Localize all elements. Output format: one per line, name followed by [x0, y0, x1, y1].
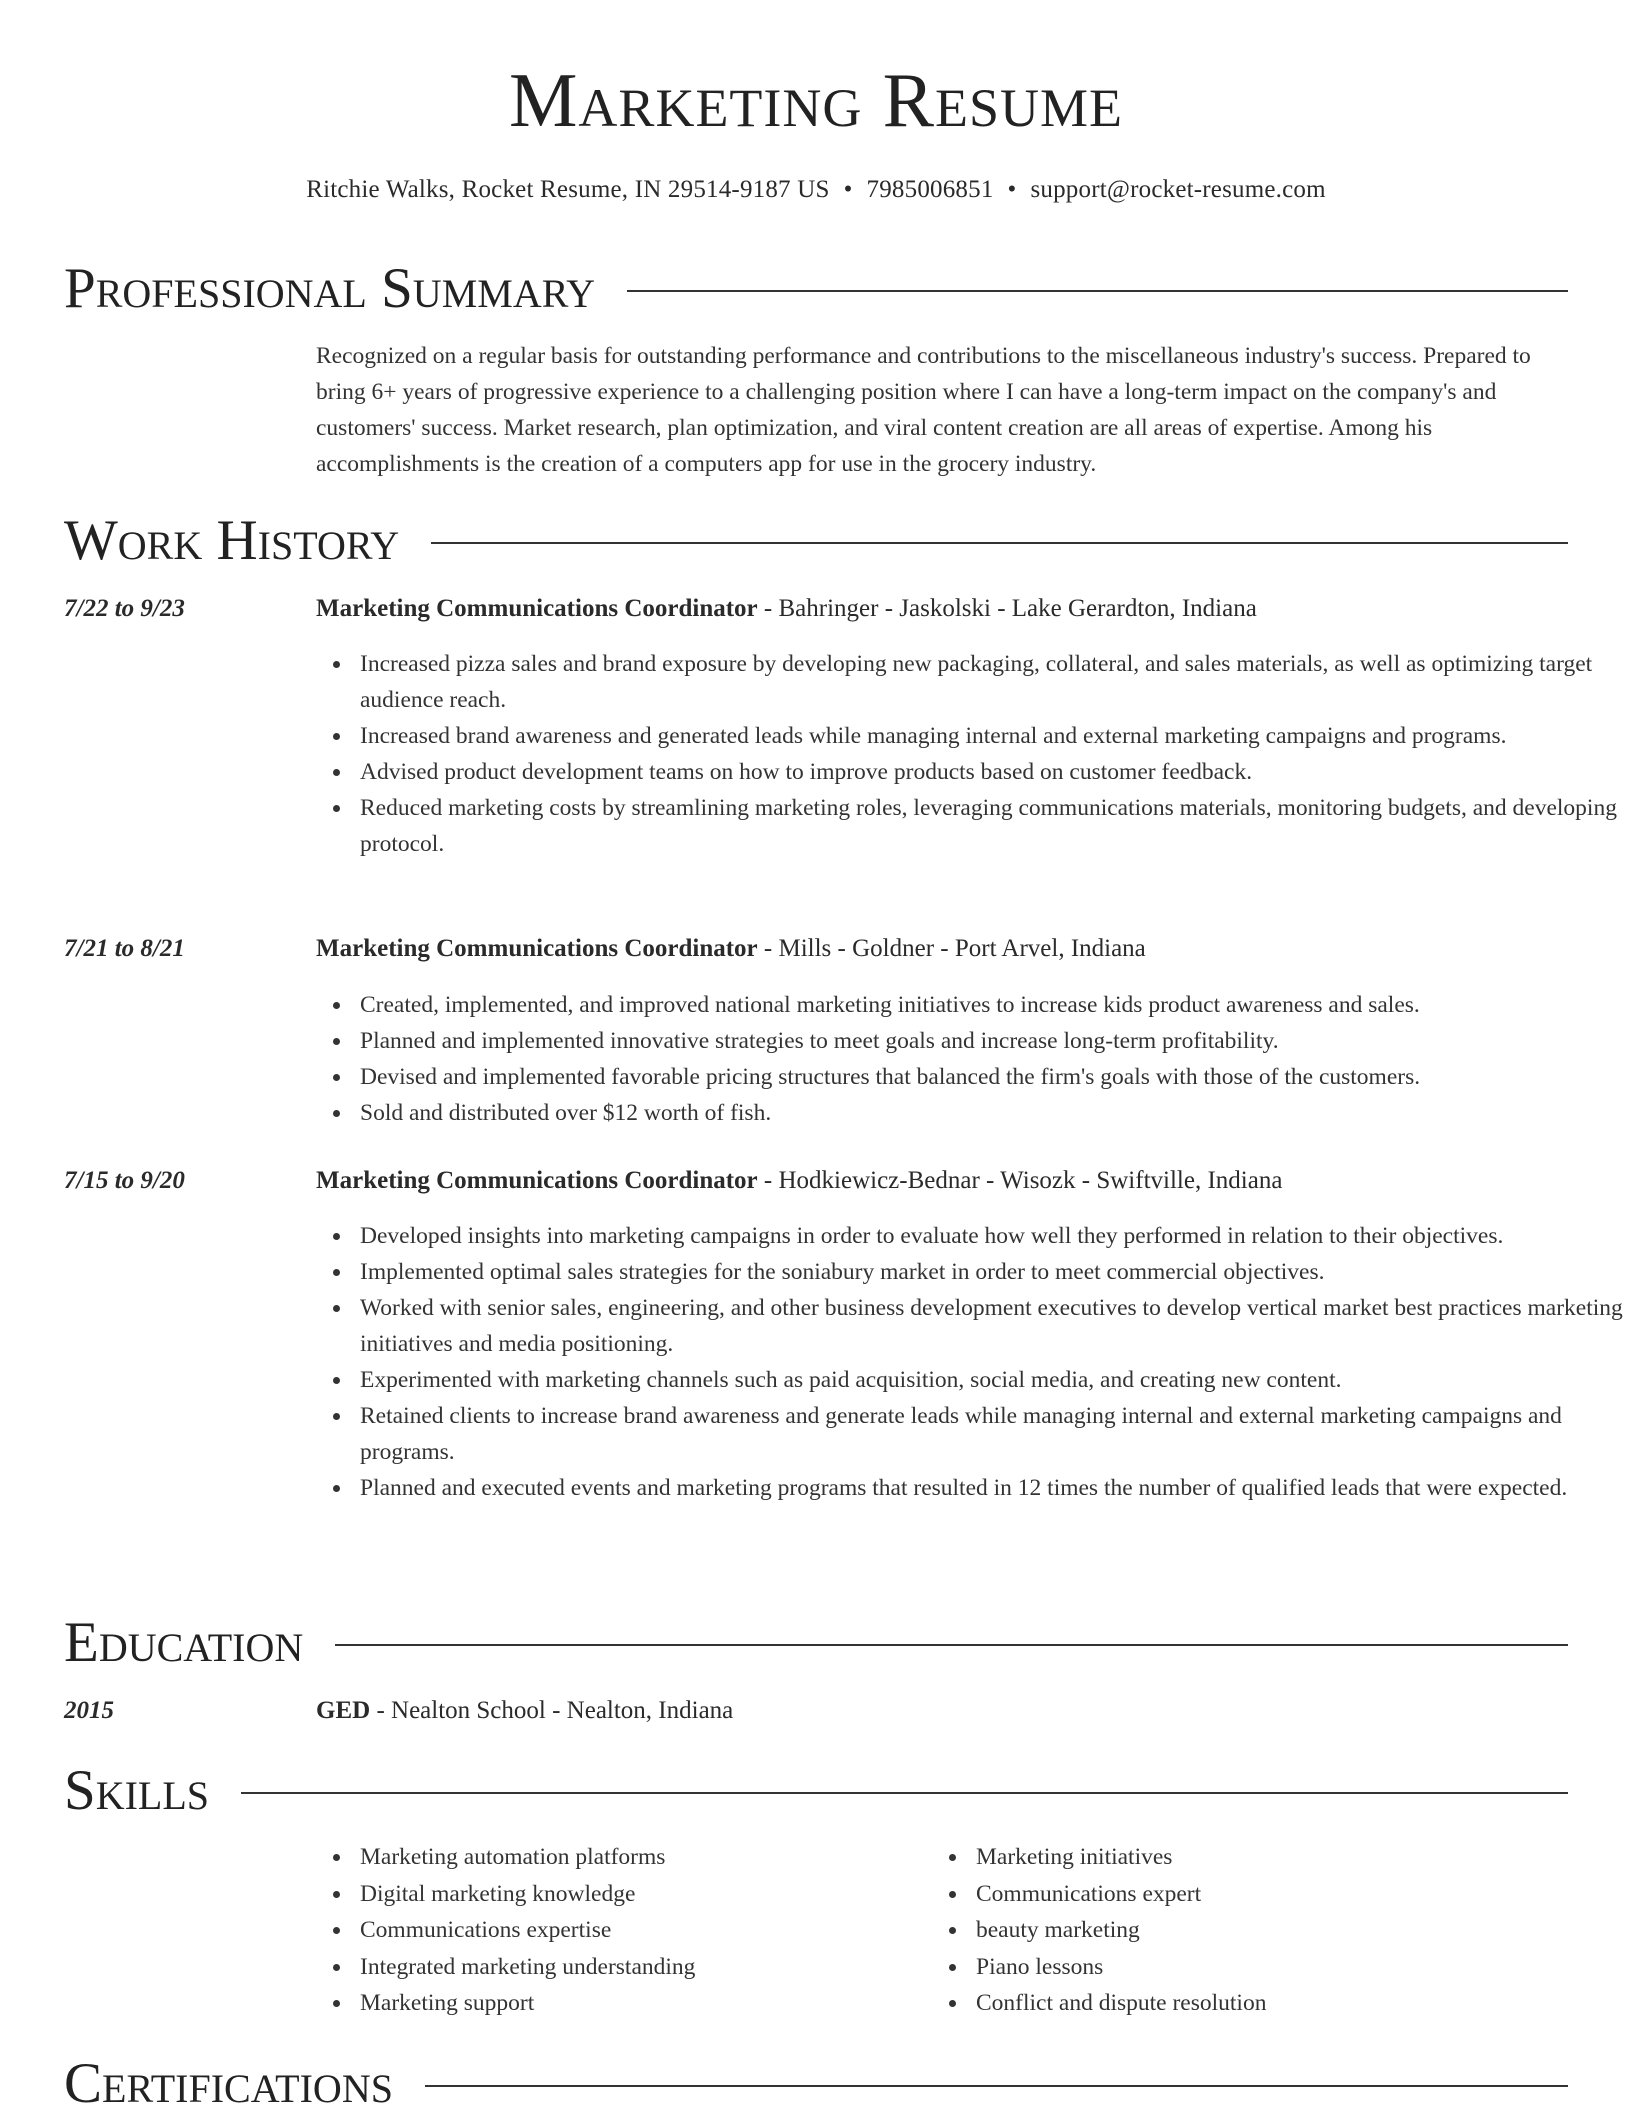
section-divider — [335, 1644, 1568, 1646]
section-divider — [425, 2085, 1568, 2087]
list-item: Increased pizza sales and brand exposure by developing new packaging, collateral, and sales materials, as well as optimizing target audience reach. — [360, 646, 1630, 718]
skill-item: beauty marketing — [976, 1912, 1576, 1949]
job-dates: 7/15 to 9/20 — [64, 1167, 185, 1194]
job-bullets — [316, 1218, 1630, 1506]
list-item: Advised product development teams on how to improve products based on customer feedback. — [360, 754, 1630, 790]
job-dates: 7/22 to 9/23 — [64, 595, 185, 622]
list-item: Reduced marketing costs by streamlining marketing roles, leveraging communications materials, monitoring budgets, and developing protocol. — [360, 790, 1630, 862]
section-divider — [241, 1792, 1568, 1794]
list-item: Devised and implemented favorable pricing structures that balanced the firm's goals with those of the customers. — [360, 1059, 1630, 1095]
education-details: - Nealton School - Nealton, Indiana — [370, 1697, 734, 1724]
education-line — [316, 1697, 733, 1725]
summary-heading: Professional Summary — [64, 257, 596, 320]
work-history-heading: Work History — [64, 509, 400, 572]
list-item: Worked with senior sales, engineering, and other business development executives to develop vertical market best practices marketing initiatives and media positioning. — [360, 1290, 1630, 1362]
education-year: 2015 — [64, 1697, 114, 1724]
job-details: - Bahringer - Jaskolski - Lake Gerardton, Indiana — [757, 595, 1257, 622]
job-details: - Mills - Goldner - Port Arvel, Indiana — [757, 935, 1146, 962]
work-history-section-heading — [64, 509, 1568, 572]
section-divider — [627, 290, 1568, 292]
contact-address: Ritchie Walks, Rocket Resume, IN 29514-9187 US — [306, 176, 830, 203]
job-role: Marketing Communications Coordinator — [316, 935, 758, 962]
certifications-section-heading — [64, 2052, 1568, 2115]
list-item: Increased brand awareness and generated leads while managing internal and external marketing campaigns and programs. — [360, 718, 1630, 754]
list-item: Planned and executed events and marketing programs that resulted in 12 times the number of qualified leads that were expected. — [360, 1470, 1630, 1506]
skill-item: Marketing support — [360, 1985, 920, 2022]
skill-item: Marketing initiatives — [976, 1839, 1576, 1876]
job-details: - Hodkiewicz-Bednar - Wisozk - Swiftville, Indiana — [757, 1167, 1283, 1194]
skill-item: Digital marketing knowledge — [360, 1876, 920, 1913]
list-item: Developed insights into marketing campaigns in order to evaluate how well they performed in relation to their objectives. — [360, 1218, 1630, 1254]
contact-email: support@rocket-resume.com — [1030, 176, 1326, 203]
contact-separator: • — [1007, 176, 1017, 203]
contact-separator: • — [843, 176, 853, 203]
job-title-line — [316, 935, 1146, 963]
resume-title: Marketing Resume — [508, 57, 1124, 143]
section-divider — [431, 542, 1568, 544]
job-role: Marketing Communications Coordinator — [316, 1167, 758, 1194]
skills-list-right — [932, 1839, 1576, 2022]
skill-item: Integrated marketing understanding — [360, 1949, 920, 1986]
job-title-line — [316, 595, 1257, 623]
job-title-line — [316, 1167, 1282, 1195]
education-heading: Education — [64, 1611, 304, 1674]
list-item: Retained clients to increase brand awareness and generate leads while managing internal and external marketing campaigns and programs. — [360, 1398, 1630, 1470]
contact-phone: 7985006851 — [866, 176, 994, 203]
skill-item: Piano lessons — [976, 1949, 1576, 1986]
list-item: Implemented optimal sales strategies for the soniabury market in order to meet commercial objectives. — [360, 1254, 1630, 1290]
contact-line — [0, 176, 1632, 204]
skills-heading: Skills — [64, 1759, 210, 1822]
job-bullets — [316, 987, 1630, 1131]
skill-item: Marketing automation platforms — [360, 1839, 920, 1876]
list-item: Sold and distributed over $12 worth of fish. — [360, 1095, 1630, 1131]
summary-section-heading — [64, 257, 1568, 320]
education-section-heading — [64, 1611, 1568, 1674]
skill-item: Conflict and dispute resolution — [976, 1985, 1576, 2022]
job-bullets — [316, 646, 1630, 862]
certifications-heading: Certifications — [64, 2052, 393, 2115]
job-dates: 7/21 to 8/21 — [64, 935, 185, 962]
skill-item: Communications expert — [976, 1876, 1576, 1913]
list-item: Created, implemented, and improved national marketing initiatives to increase kids product awareness and sales. — [360, 987, 1630, 1023]
summary-text: Recognized on a regular basis for outstanding performance and contributions to the miscellaneous industry's success. Prepared to bring 6+ years of progressive experience to a challenging position where I can have a long-term impact on the company's and customers' success. Market research, plan optimization, and viral content creation are all areas of expertise. Among his accomplishments is the creation of a computers app for use in the grocery industry. — [316, 343, 1531, 477]
list-item: Planned and implemented innovative strategies to meet goals and increase long-term profitability. — [360, 1023, 1630, 1059]
list-item: Experimented with marketing channels such as paid acquisition, social media, and creating new content. — [360, 1362, 1630, 1398]
skills-list-left — [316, 1839, 920, 2022]
skills-section-heading — [64, 1759, 1568, 1822]
skill-item: Communications expertise — [360, 1912, 920, 1949]
education-degree: GED — [316, 1697, 371, 1724]
job-role: Marketing Communications Coordinator — [316, 595, 758, 622]
